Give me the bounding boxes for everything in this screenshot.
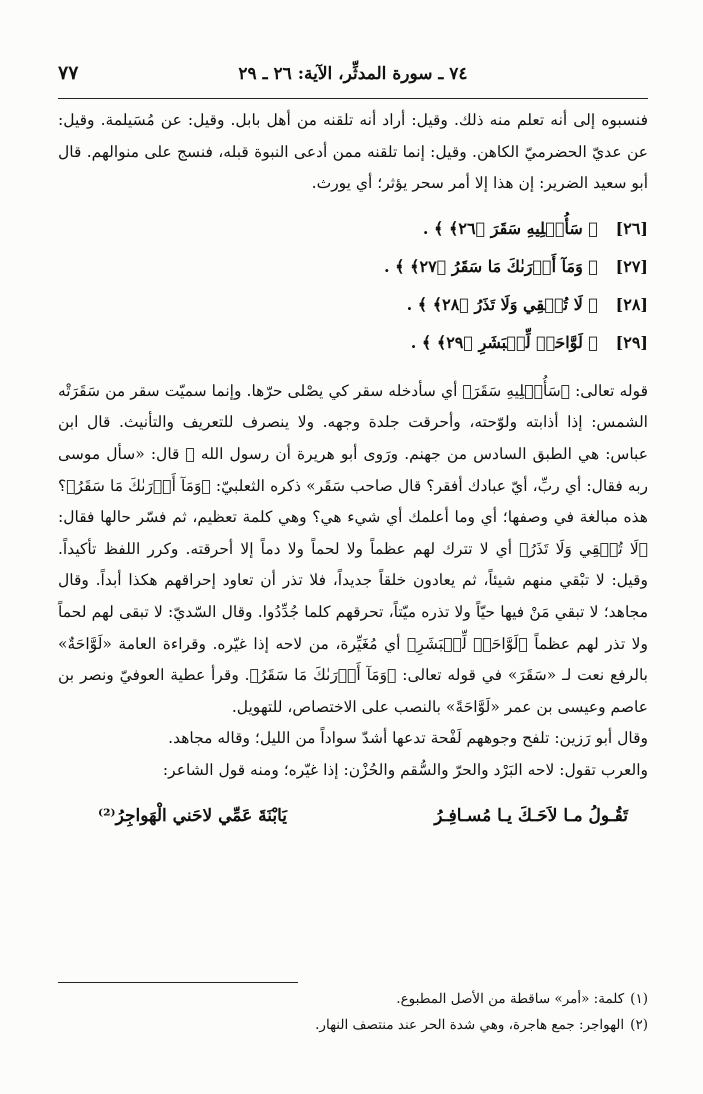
verse-number: [٢٩] (615, 332, 648, 352)
footnote-number: (٢) (630, 1017, 648, 1033)
page-body (58, 105, 648, 832)
commentary-paragraph: قوله تعالى: ﴿سَأُصۡلِيهِ سَقَرَ﴾ أي سأدخله سقر كي يصْلى حرّها. وإنما سميّت سقر من سَقَرَتْه الشمس: إذا أذابته ولوّحته، وأحرقت جلدة وجهه. ولا ينصرف للتعريف والتأنيث. قال ابن عباس: هي الطبق السادس من جهنم. ورَوى أبو هريرة أن رسول الله ﷺ قال: «سأل موسى ربه فقال: أي ربِّ، أيّ عبادك أفقر؟ قال صاحب سَقَر» ذكره الثعلبيّ: ﴿وَمَآ أَدۡرَىٰكَ مَا سَقَرُ﴾؟ هذه مبالغة في وصفها؛ أي وما أعلمك أي شيء هي؟ وهي كلمة تعظيم، ثم فسّر حالها فقال: ﴿لَا تُبۡقِي وَلَا تَذَرُ﴾ أي لا تترك لهم عظماً ولا لحماً ولا دماً إلا أحرقته. وكرر اللفظ تأكيداً. وقيل: لا تبْقي منهم شيئاً، ثم يعادون خلقاً جديداً، فلا تذر أن تعاود إحراقهم هكذا أبداً. وقال مجاهد؛ لا تبقي مَنْ فيها حيّاً ولا تذره ميّتاً، تحرقهم كلما جُدِّدُوا. وقال السّديّ: لا تبقى لهم لحماً ولا تذر لهم عظماً ﴿لَوَّاحَةٞ لِّلۡبَشَرِ﴾ أي مُغَيِّرة، من لاحه إذا غيّره. وقراءة العامة «لَوَّاحَةٌ» بالرفع نعت لـ «سَقَرَ» في قوله تعالى: ﴿وَمَآ أَدۡرَىٰكَ مَا سَقَرُ﴾. وقرأ عطية العوفيّ ونصر بن عاصم وعيسى بن عمر «لَوَّاحَةً» بالنصب على الاختصاص، للتهويل. (58, 381, 648, 716)
footnote-text: الهواجر: جمع هاجرة، وهي شدة الحر عند منتصف النهار. (315, 1017, 625, 1033)
poem-second-hemistich: يَابْنَةَ عَمِّي لاحَني الْهَواجِرُ⁽²⁾ (98, 805, 288, 826)
footnotes (58, 986, 648, 1038)
commentary-paragraph: والعرب تقول: لاحه البَرْد والحرّ والسُّقم والحُزْن: إذا غيّره؛ ومنه قول الشاعر: (162, 760, 648, 779)
footnote-text: كلمة: «أمر» ساقطة من الأصل المطبوع. (396, 991, 625, 1007)
verse-text: ﴿ وَمَآ أَدۡرَىٰكَ مَا سَقَرُ ﴿٢٧﴾ ﴾ . (384, 256, 598, 276)
verse-number: [٢٧] (615, 256, 648, 276)
verse-27 (58, 248, 648, 286)
page-number: ٧٧ (58, 62, 79, 84)
footnote (58, 1012, 648, 1038)
footnote (58, 986, 648, 1012)
verse-text: ﴿ لَا تُبۡقِي وَلَا تَذَرُ ﴿٢٨﴾ ﴾ . (406, 294, 598, 314)
verse-text: ﴿ لَوَّاحَةٞ لِّلۡبَشَرِ ﴿٢٩﴾ ﴾ . (410, 332, 598, 352)
verse-29 (58, 324, 648, 362)
verse-number: [٢٨] (615, 294, 648, 314)
verse-26 (58, 210, 648, 248)
poem-verse (98, 801, 628, 833)
verse-number: [٢٦] (615, 218, 648, 238)
verse-text: ﴿ سَأُصۡلِيهِ سَقَرَ ﴿٢٦﴾ ﴾ . (422, 218, 598, 238)
poem-first-hemistich: تَقُـولُ مـا لاَحَـكَ يـا مُسـافِـرُ (434, 805, 628, 826)
footnote-divider (58, 982, 298, 983)
intro-paragraph: فنسبوه إلى أنه تعلم منه ذلك. وقيل: أراد أنه تلقنه من أهل بابل. وقيل: عن مُسَيلمة. وقيل: عن عديّ الحضرميّ الكاهن. وقيل: إنما تلقنه ممن أدعى النبوة قبله، فنسج على منوالهم. قال أبو سعيد الضرير: إن هذا إلا أمر سحر يؤثر؛ أي يورث. (58, 111, 648, 193)
verse-list (58, 210, 648, 362)
verse-28 (58, 286, 648, 324)
commentary-paragraph: وقال أبو رَزين: تلفح وجوههم لَفْحة تدعها أشدّ سواداً من الليل؛ وقاله مجاهد. (168, 729, 648, 748)
running-title: ٧٤ ـ سورة المدثِّر، الآية: ٢٦ ـ ٢٩ (238, 64, 468, 84)
page-header (58, 58, 648, 99)
book-page (58, 58, 648, 1058)
footnote-number: (١) (630, 991, 648, 1007)
